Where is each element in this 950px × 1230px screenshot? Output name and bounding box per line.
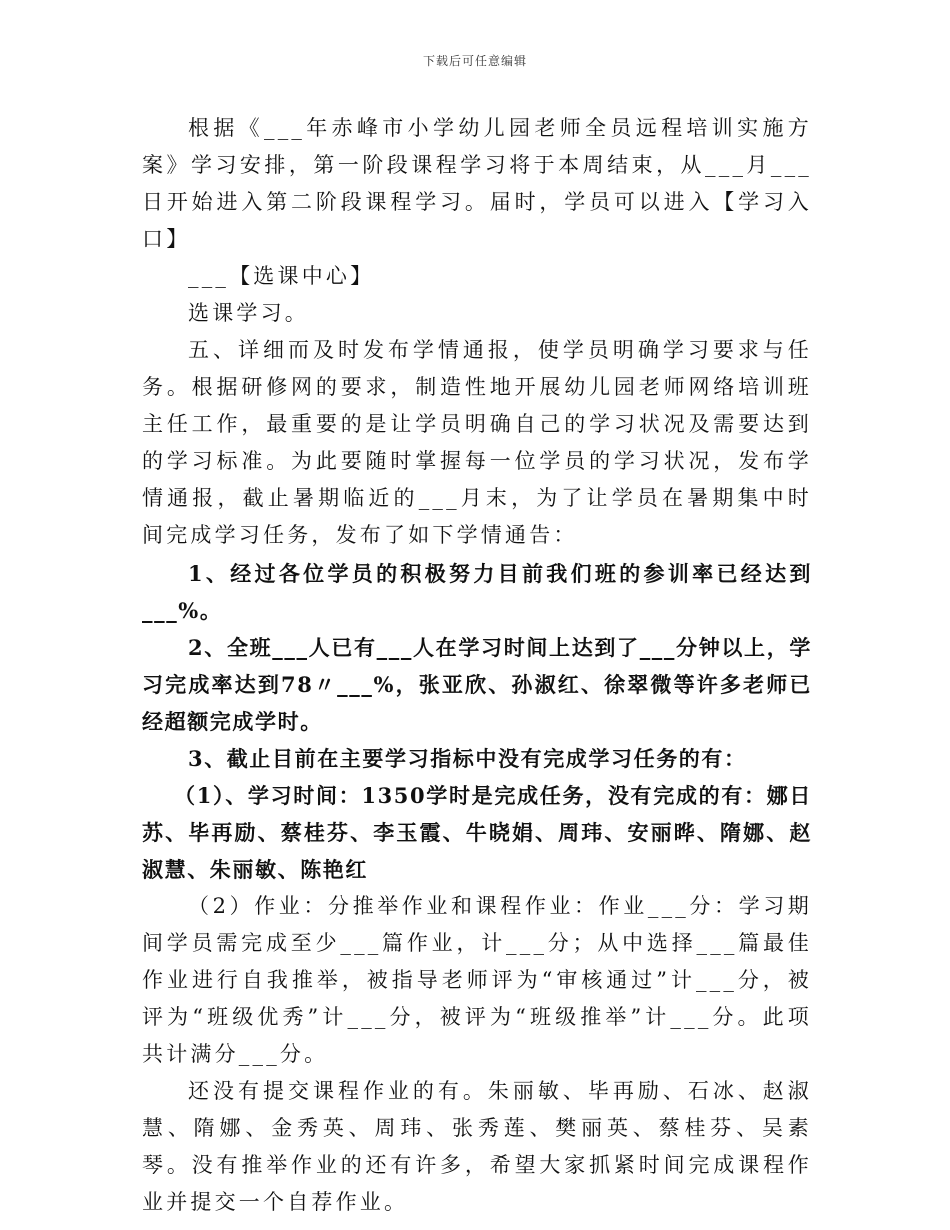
paragraph-study-time: （1）、学习时间：1350学时是完成任务，没有完成的有：娜日苏、毕再励、蔡桂芬、李玉霞、牛晓娟、周玮、安丽晔、隋娜、赵淑慧、朱丽敏、陈艳红 <box>142 783 812 882</box>
paragraph-participation-rate: 1、经过各位学员的积极努力目前我们班的参训率已经达到___%。 <box>142 561 812 623</box>
paragraph-completion-rate: 2、全班___人已有___人在学习时间上达到了___分钟以上，学习完成率达到78〃___%，张亚欣、孙淑红、徐翠微等许多老师已经超额完成学时。 <box>142 635 812 734</box>
paragraph-homework: （2）作业：分推举作业和课程作业：作业___分：学习期间学员需完成至少___篇作业，计___分；从中选择___篇最佳作业进行自我推举，被指导老师评为“审核通过”计___分，被评为“班级优秀”计___分，被评为“班级推举”计___分。此项共计满分___分。 <box>142 894 812 1066</box>
paragraph-course-center: ___【选课中心】 <box>188 264 375 288</box>
document-body <box>142 110 812 1221</box>
paragraph-plan-intro: 根据《___年赤峰市小学幼儿园老师全员远程培训实施方案》学习安排，第一阶段课程学习将于本周结束，从___月___日开始进入第二阶段课程学习。届时，学员可以进入【学习入口】 <box>142 116 812 251</box>
page-header: 下载后可任意编辑 <box>422 54 527 68</box>
paragraph-section-five: 五、详细而及时发布学情通报，使学员明确学习要求与任务。根据研修网的要求，制造性地开展幼儿园老师网络培训班主任工作，最重要的是让学员明确自己的学习状况及需要达到的学习标准。为此要随时掌握每一位学员的学习状况，发布学情通报，截止暑期临近的___月末，为了让学员在暑期集中时间完成学习任务，发布了如下学情通告： <box>142 338 812 547</box>
paragraph-course-selection: 选课学习。 <box>188 301 309 325</box>
paragraph-incomplete-intro: 3、截止目前在主要学习指标中没有完成学习任务的有： <box>188 746 747 771</box>
paragraph-pending-homework: 还没有提交课程作业的有。朱丽敏、毕再励、石冰、赵淑慧、隋娜、金秀英、周玮、张秀莲、樊丽英、蔡桂芬、吴素琴。没有推举作业的还有许多，希望大家抓紧时间完成课程作业并提交一个自荐作业。 <box>142 1079 812 1214</box>
